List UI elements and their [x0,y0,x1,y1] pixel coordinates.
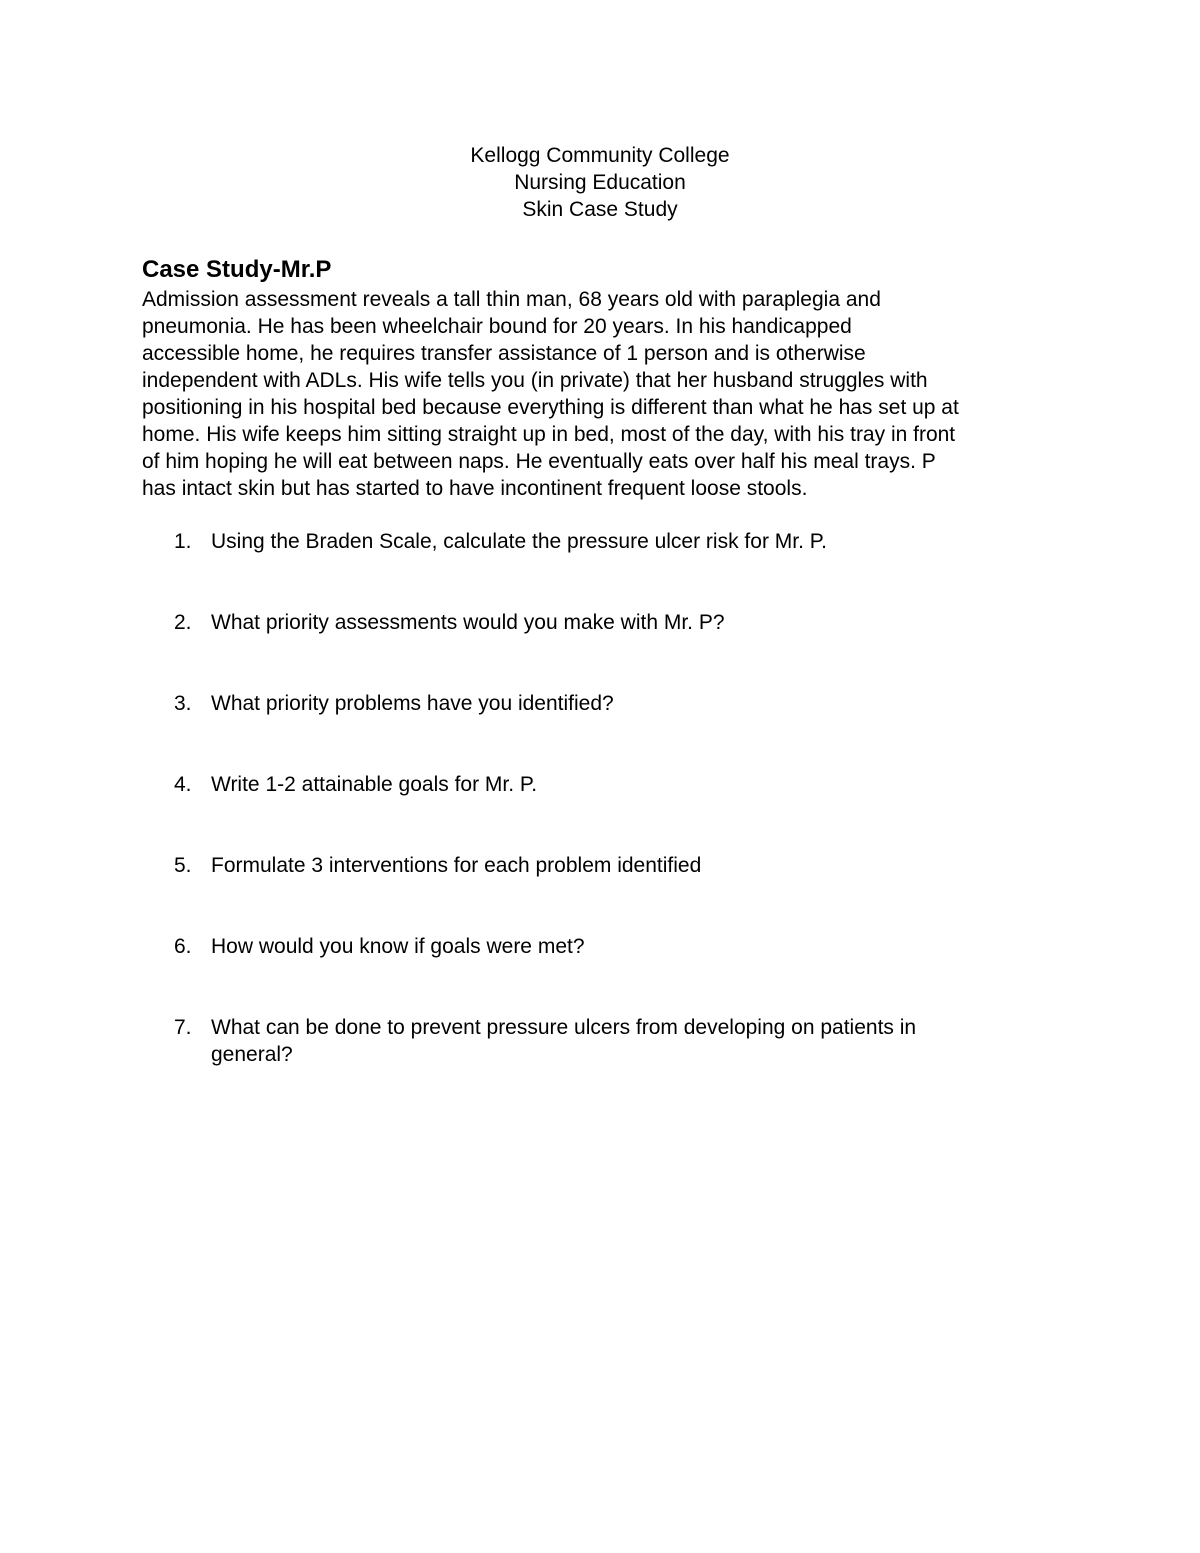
case-study-description: Admission assessment reveals a tall thin man, 68 years old with paraplegia and pneumonia. He has been wheelchair bound for 20 years. In his handicapped accessible home, he requires transfer assistance of 1 person and is otherwise independent with ADLs. His wife tells you (in private) that her husband struggles with positioning in his hospital bed because everything is different than what he has set up at home. His wife keeps him sitting straight up in bed, most of the day, with his tray in front of him hoping he will eat between naps. He eventually eats over half his meal trays. P has intact skin but has started to have incontinent frequent loose stools. [142,288,959,500]
question-list [0,528,1200,1095]
question-item [0,933,1200,1014]
question-item [0,609,1200,690]
question-item [0,528,1200,609]
question-item [0,852,1200,933]
question-number: 4. [174,773,192,796]
document-header [0,142,1200,223]
question-item [0,1014,1200,1095]
question-number: 2. [174,611,192,634]
question-number: 1. [174,530,192,553]
question-item [0,771,1200,852]
question-number: 6. [174,935,192,958]
question-number: 3. [174,692,192,715]
question-text: Using the Braden Scale, calculate the pressure ulcer risk for Mr. P. [211,530,827,553]
question-number: 5. [174,854,192,877]
institution-name: Kellogg Community College [470,144,730,167]
question-number: 7. [174,1016,192,1039]
department-name: Nursing Education [514,171,686,194]
question-text: What can be done to prevent pressure ulcers from developing on patients in general? [211,1016,917,1066]
question-text: What priority assessments would you make with Mr. P? [211,611,725,634]
question-text: How would you know if goals were met? [211,935,585,958]
case-study-title: Case Study-Mr.P [142,256,332,283]
question-text: What priority problems have you identified? [211,692,614,715]
question-item [0,690,1200,771]
question-text: Write 1-2 attainable goals for Mr. P. [211,773,538,796]
question-text: Formulate 3 interventions for each problem identified [211,854,702,877]
document-title: Skin Case Study [522,198,678,221]
